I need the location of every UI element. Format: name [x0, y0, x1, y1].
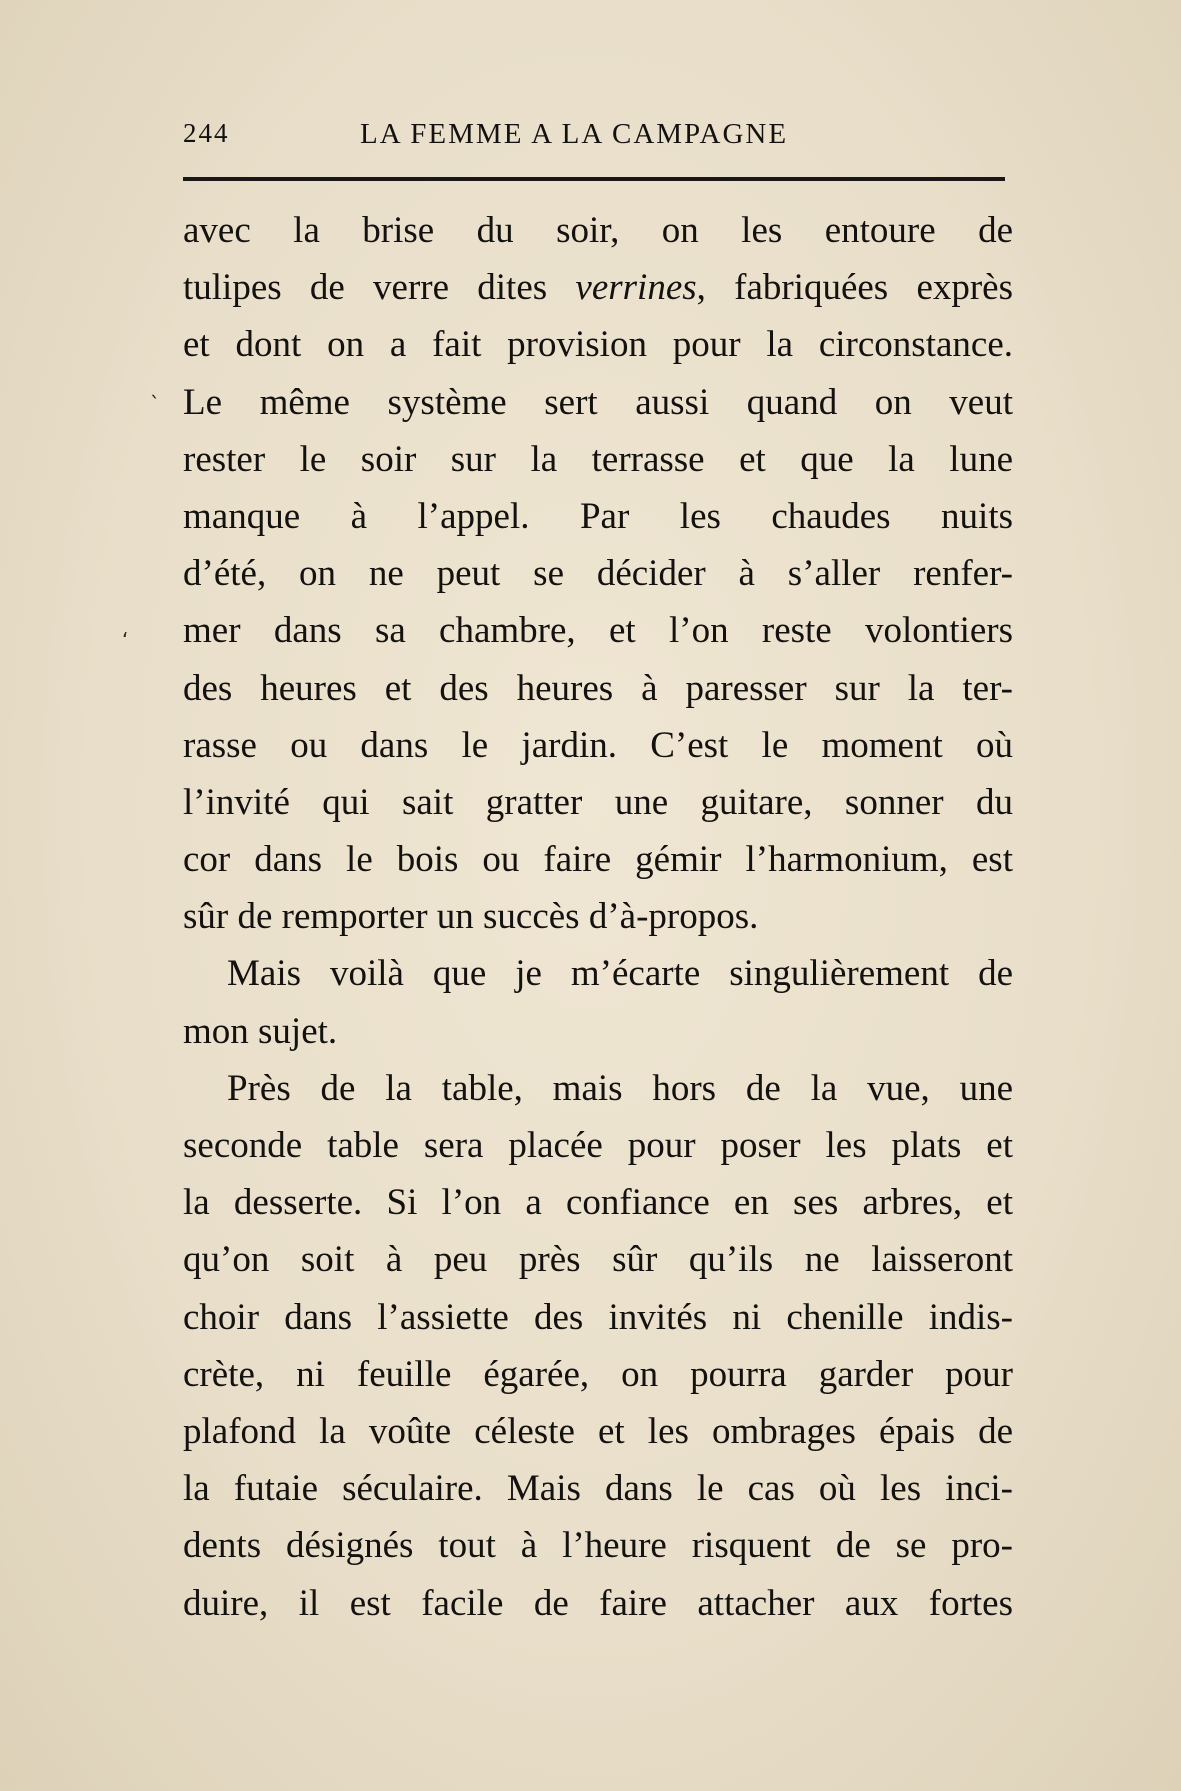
text-line: duire, il est facile de faire attacher aux fortes: [183, 1582, 1013, 1624]
text-line: plafond la voûte céleste et les ombrages épais de: [183, 1410, 1013, 1452]
page-number: 244: [183, 118, 230, 148]
margin-speck-2: ‘: [122, 628, 129, 652]
text-line: Près de la table, mais hors de la vue, une: [227, 1067, 1013, 1109]
margin-speck-1: ˋ: [150, 392, 160, 416]
text-line: des heures et des heures à paresser sur la ter-: [183, 667, 1013, 709]
text-line: Le même système sert aussi quand on veut: [183, 381, 1013, 423]
text-line: sûr de remporter un succès d’à-propos.: [183, 896, 759, 938]
text-line: crète, ni feuille égarée, on pourra garder pour: [183, 1353, 1013, 1395]
text-line: rasse ou dans le jardin. C’est le moment où: [183, 724, 1013, 766]
text-line: dents désignés tout à l’heure risquent de se pro-: [183, 1525, 1013, 1567]
page-header: [183, 118, 1005, 158]
text-line: d’été, on ne peut se décider à s’aller renfer-: [183, 553, 1013, 595]
text-line: seconde table sera placée pour poser les plats et: [183, 1125, 1013, 1166]
text-line: et dont on a fait provision pour la circonstance.: [183, 324, 1013, 366]
text-line: mer dans sa chambre, et l’on reste volontiers: [183, 610, 1013, 652]
text-line: la futaie séculaire. Mais dans le cas où les inci-: [183, 1468, 1013, 1510]
body-text: [183, 202, 1013, 1632]
text-line: choir dans l’assiette des invités ni chenille indis-: [183, 1296, 1013, 1338]
header-rule: [183, 177, 1005, 181]
text-line: rester le soir sur la terrasse et que la lune: [183, 438, 1013, 480]
text-line: la desserte. Si l’on a confiance en ses arbres, et: [183, 1182, 1013, 1224]
running-title: LA FEMME A LA CAMPAGNE: [360, 118, 789, 150]
text-line: l’invité qui sait gratter une guitare, sonner du: [183, 781, 1013, 823]
text-line: avec la brise du soir, on les entoure de: [183, 210, 1013, 251]
text-line: cor dans le bois ou faire gémir l’harmonium, est: [183, 839, 1013, 881]
text-line: Mais voilà que je m’écarte singulièrement de: [227, 953, 1013, 995]
text-line: qu’on soit à peu près sûr qu’ils ne laisseront: [183, 1239, 1013, 1281]
text-line: manque à l’appel. Par les chaudes nuits: [183, 495, 1013, 537]
text-line: tulipes de verre dites verrines, fabriquées exprès: [183, 267, 1014, 309]
text-line: mon sujet.: [183, 1010, 338, 1052]
